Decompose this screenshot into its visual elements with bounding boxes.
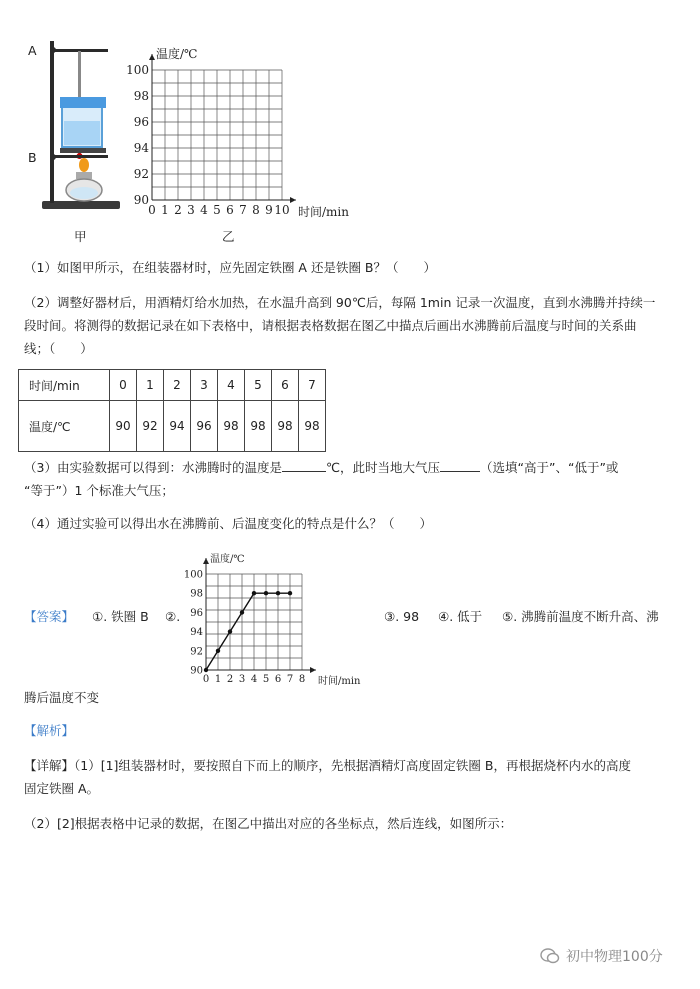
y-axis-arrow xyxy=(149,54,155,60)
x-tick-label: 3 xyxy=(187,203,195,217)
x-tick-label: 7 xyxy=(286,674,294,685)
detail-line-2: 固定铁圈 A。 xyxy=(24,781,100,796)
detail-line-1: 【详解】（1）[1]组装器材时，要按照自下而上的顺序，先根据酒精灯高度固定铁圈 B，再根据烧杯内水的高度 xyxy=(24,758,631,773)
ring-a-label: A xyxy=(28,43,37,58)
table-cell: 7 xyxy=(299,370,326,401)
question-4: （4）通过实验可以得出水在沸腾前、后温度变化的特点是什么？（ ） xyxy=(24,516,432,531)
table-cell: 96 xyxy=(191,401,218,452)
table-cell: 90 xyxy=(110,401,137,452)
table-cell: 6 xyxy=(272,370,299,401)
data-point xyxy=(228,629,232,633)
table-cell: 98 xyxy=(245,401,272,452)
x-tick-label: 2 xyxy=(174,203,182,217)
x-tick-label: 8 xyxy=(252,203,260,217)
question-2-line-1: （2）调整好器材后，用酒精灯给水加热，在水温升高到 90℃后，每隔 1min 记录一次温度，直到水沸腾并持续一 xyxy=(24,295,656,310)
table-row-temp xyxy=(19,401,326,452)
y-tick-label: 96 xyxy=(133,115,149,130)
table-row-time xyxy=(19,370,326,401)
x-tick-label: 0 xyxy=(148,203,156,217)
data-point xyxy=(288,591,292,595)
x-tick-label: 0 xyxy=(202,674,210,685)
y-tick-label: 94 xyxy=(190,627,203,639)
y-tick-label: 98 xyxy=(190,588,203,600)
x-tick-label: 1 xyxy=(214,674,222,685)
y-tick-label: 96 xyxy=(190,607,203,619)
y-tick-label: 92 xyxy=(133,167,149,182)
x-tick-label: 9 xyxy=(265,203,273,217)
table-cell: 92 xyxy=(137,401,164,452)
x-tick-label: 3 xyxy=(238,674,246,685)
x-tick-label: 4 xyxy=(250,674,258,685)
answer-blank-2[interactable] xyxy=(440,471,480,472)
data-point xyxy=(216,649,220,653)
data-point xyxy=(264,591,268,595)
x-tick-label: 5 xyxy=(213,203,221,217)
analysis-tag: 【解析】 xyxy=(24,723,75,738)
question-3-part-1: （3）由实验数据可以得到：水沸腾时的温度是 xyxy=(24,460,282,475)
x-tick-label: 6 xyxy=(226,203,234,217)
y-axis-arrow xyxy=(203,558,209,564)
table-cell: 0 xyxy=(110,370,137,401)
table-cell: 2 xyxy=(164,370,191,401)
y-tick-label: 92 xyxy=(190,646,203,658)
wechat-icon xyxy=(540,948,560,964)
table-cell: 1 xyxy=(137,370,164,401)
y-tick-label: 90 xyxy=(190,665,203,677)
x-tick-label: 1 xyxy=(161,203,169,217)
x-tick-label: 5 xyxy=(262,674,270,685)
watermark xyxy=(540,946,663,966)
table-cell: 4 xyxy=(218,370,245,401)
question-3-part-2: ℃，此时当地大气压 xyxy=(325,460,441,475)
x-tick-label: 10 xyxy=(274,203,290,217)
table-cell: 98 xyxy=(218,401,245,452)
question-2-line-2: 段时间。将测得的数据记录在如下表格中，请根据表格数据在图乙中描点后画出水沸腾前后温度与时间的关系曲 xyxy=(24,318,637,333)
chart-yi-caption: 乙 xyxy=(222,229,235,244)
data-point xyxy=(204,668,208,672)
table-cell: 98 xyxy=(272,401,299,452)
x-tick-label: 2 xyxy=(226,674,234,685)
x-axis-arrow xyxy=(310,667,316,673)
watermark-text: 初中物理100分 xyxy=(566,949,663,965)
y-axis-title: 温度/℃ xyxy=(156,47,198,61)
question-3-line-1 xyxy=(24,457,618,479)
y-axis-title: 温度/℃ xyxy=(210,554,245,565)
answer-blank-1[interactable] xyxy=(282,471,326,472)
table-cell: 98 xyxy=(299,401,326,452)
answer-5-continued: 腾后温度不变 xyxy=(24,690,100,705)
table-cell: 94 xyxy=(164,401,191,452)
question-1: （1）如图甲所示，在组装器材时，应先固定铁圈 A 还是铁圈 B？（ ） xyxy=(24,260,437,275)
answer-1: ①. 铁圈 B xyxy=(92,609,149,624)
x-axis-title: 时间/min xyxy=(318,676,361,687)
answer-3: ③. 98 xyxy=(384,609,420,624)
apparatus-figure xyxy=(22,35,132,220)
chart-yi xyxy=(126,38,370,223)
answer-5: ⑤. 沸腾前温度不断升高、沸 xyxy=(502,609,659,624)
x-tick-label: 6 xyxy=(274,674,282,685)
y-tick-label: 100 xyxy=(183,569,203,581)
table-header-time: 时间/min xyxy=(19,370,110,401)
answer-4: ④. 低于 xyxy=(438,609,483,624)
figure-jia-caption: 甲 xyxy=(74,229,87,244)
table-header-temp: 温度/℃ xyxy=(19,401,110,452)
ring-b-label: B xyxy=(28,150,37,165)
data-point xyxy=(252,591,256,595)
series-line xyxy=(206,593,290,670)
data-point xyxy=(240,610,244,614)
question-2-line-3: 线；（ ） xyxy=(24,341,93,356)
y-tick-label: 90 xyxy=(133,193,149,208)
x-axis-arrow xyxy=(290,197,296,203)
chart-answer xyxy=(180,544,370,694)
answer-2: ②. xyxy=(165,609,181,624)
y-tick-label: 100 xyxy=(126,63,149,78)
y-tick-label: 94 xyxy=(133,141,149,156)
table-cell: 5 xyxy=(245,370,272,401)
answer-tag: 【答案】 xyxy=(24,609,75,624)
x-tick-label: 7 xyxy=(239,203,247,217)
detail-line-3: （2）[2]根据表格中记录的数据，在图乙中描出对应的各坐标点，然后连线，如图所示： xyxy=(24,816,513,831)
x-tick-label: 4 xyxy=(200,203,208,217)
y-tick-label: 98 xyxy=(133,89,149,104)
question-3-line-2: “等于”）1 个标准大气压； xyxy=(24,483,174,498)
table-cell: 3 xyxy=(191,370,218,401)
x-axis-title: 时间/min xyxy=(298,205,349,219)
question-3-part-3: （选填“高于”、“低于”或 xyxy=(480,460,619,475)
data-table xyxy=(18,369,326,452)
x-tick-label: 8 xyxy=(298,674,306,685)
data-point xyxy=(276,591,280,595)
